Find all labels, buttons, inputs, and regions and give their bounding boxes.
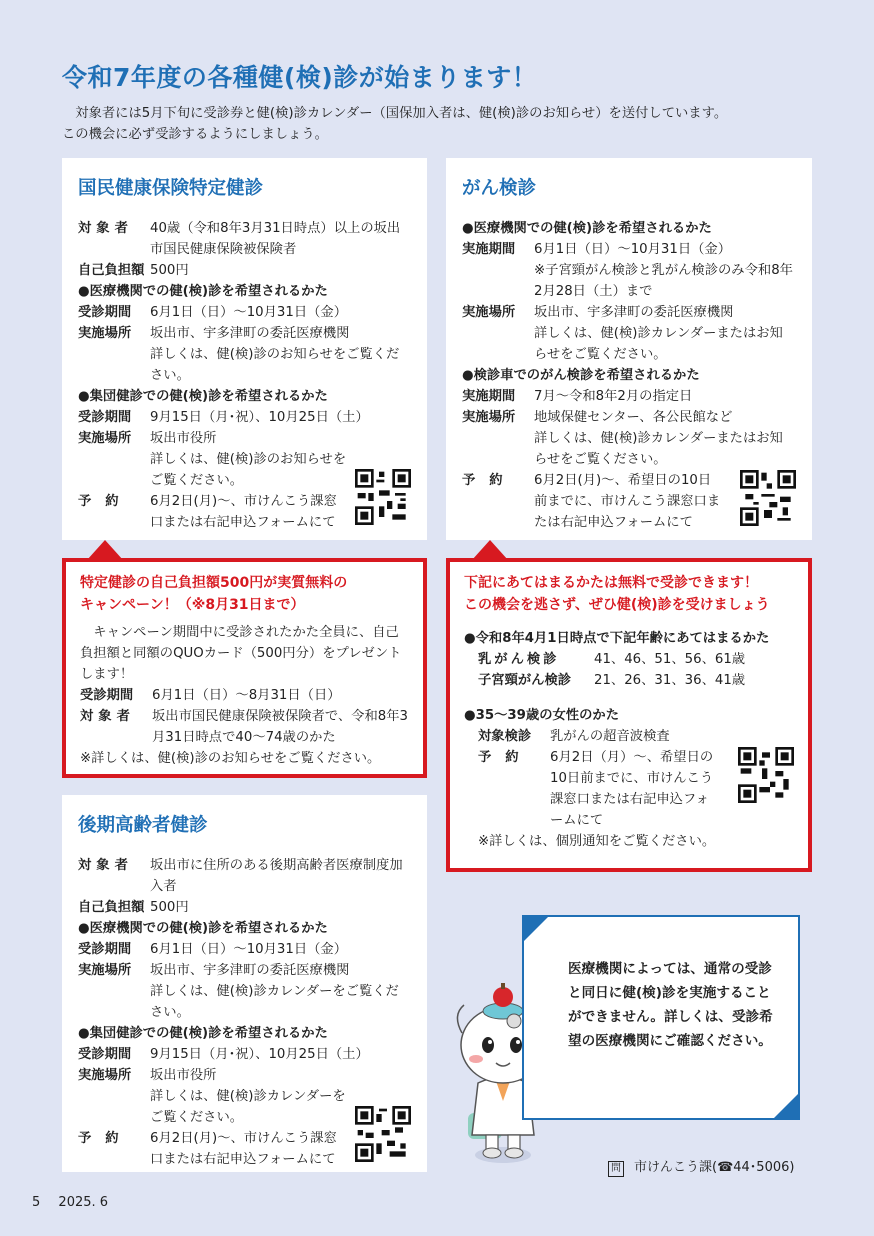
qr-code-icon[interactable]: [740, 470, 796, 526]
qr-code-icon[interactable]: [355, 469, 411, 525]
place-label: 実施場所: [78, 431, 132, 446]
period-value: 6月1日（日）～8月31日（日）: [152, 688, 341, 703]
target-label: 対象者: [78, 858, 133, 873]
free-heading-1: 下記にあてはまるかたは無料で受診できます！: [464, 575, 758, 591]
contact-text: 市けんこう課(☎44･5006): [634, 1160, 795, 1175]
period-label: 実施期間: [462, 242, 516, 257]
grp-note: 詳しくは、健(検)診のお知らせをご覧ください。: [150, 452, 347, 488]
period-label: 受診期間: [78, 305, 132, 320]
target-value: 坂出市に住所のある後期高齢者医療制度加入者: [150, 858, 403, 894]
campaign-box: [62, 558, 427, 778]
reserve-value: 6月2日(月)～、市けんこう課窓口または右記申込フォームにて: [150, 494, 337, 530]
period-value: 9月15日（月･祝）、10月25日（土）: [150, 410, 369, 425]
group-heading: ●集団健診での健(検)診を希望されるかた: [78, 1026, 328, 1041]
reserve-value: 6月2日(月)～、市けんこう課窓口または右記申込フォームにて: [150, 1131, 337, 1167]
copay-label: 自己負担額: [78, 900, 145, 915]
place-note: 詳しくは、健(検)診カレンダーまたはお知らせをご覧ください。: [534, 326, 783, 362]
kouki-section: [62, 795, 427, 1172]
notice-text: 医療機関によっては、通常の受診と同日に健(検)診を実施することができません。詳しくは、受診希望の医療機関にご確認ください。: [568, 961, 773, 1049]
free-note: ※詳しくは、個別通知をご覧ください。: [478, 834, 716, 849]
free-box: [446, 558, 812, 872]
cervical-label: 子宮頸がん検診: [478, 673, 572, 688]
medical-heading: ●医療機関での健(検)診を希望されるかた: [462, 221, 712, 236]
exam-label: 対象検診: [478, 729, 532, 744]
reserve-label: 予約: [478, 750, 533, 765]
reserve-label: 予約: [462, 473, 517, 488]
contact-info: [608, 1156, 794, 1177]
period-label: 実施期間: [462, 389, 516, 404]
qr-code-icon[interactable]: [738, 747, 794, 803]
page-number: 5: [32, 1195, 41, 1210]
gan-section: [446, 158, 812, 540]
kouki-heading: 後期高齢者健診: [78, 815, 208, 836]
period-value: 9月15日（月･祝）、10月25日（土）: [150, 1047, 369, 1062]
period-value: 6月1日（日）～10月31日（金）: [150, 942, 348, 957]
car-heading: ●検診車でのがん検診を希望されるかた: [462, 368, 700, 383]
campaign-heading-2: キャンペーン！（※8月31日まで）: [80, 597, 305, 613]
cervical-value: 21、26、31、36、41歳: [594, 673, 746, 688]
place-value: 坂出市役所: [150, 1068, 217, 1083]
age-heading: ●令和8年4月1日時点で下記年齢にあてはまるかた: [464, 631, 770, 646]
free-heading-2: この機会を逃さず、ぜひ健(検)診を受けましょう: [464, 597, 770, 613]
car-note: 詳しくは、健(検)診カレンダーまたはお知らせをご覧ください。: [534, 431, 783, 467]
reserve-value: 6月2日(月)～、希望日の10日前までに、市けんこう課窓口または右記申込フォームにて: [534, 473, 721, 530]
notice-callout: [522, 915, 800, 1120]
reserve-label: 予約: [78, 494, 133, 509]
copay-value: 500円: [150, 263, 189, 278]
place-label: 実施場所: [78, 1068, 132, 1083]
place-label: 実施場所: [462, 410, 516, 425]
place-value: 坂出市、宇多津町の委託医療機関: [534, 305, 734, 320]
medical-heading: ●医療機関での健(検)診を希望されるかた: [78, 921, 328, 936]
women-heading: ●35～39歳の女性のかた: [464, 708, 619, 723]
grp-note: 詳しくは、健(検)診カレンダーをご覧ください。: [150, 1089, 346, 1125]
place-value: 坂出市役所: [150, 431, 217, 446]
place-label: 実施場所: [78, 963, 132, 978]
reserve-value: 6月2日（月）～、希望日の10日前までに、市けんこう課窓口または右記申込フォームにて: [550, 750, 714, 828]
pointer-triangle: [472, 540, 508, 560]
target-label: 対象者: [80, 709, 135, 724]
campaign-note: ※詳しくは、健(検)診のお知らせをご覧ください。: [80, 751, 381, 766]
period-value: 6月1日（日）～10月31日（金）: [150, 305, 348, 320]
intro-line-1: 対象者には5月下旬に受診券と健(検)診カレンダー（国保加入者は、健(検)診のお知らせ）を送付しています。: [75, 106, 728, 121]
page-footer: [32, 1195, 108, 1210]
reserve-label: 予約: [78, 1131, 133, 1146]
period-label: 受診期間: [80, 688, 134, 703]
place-value: 地域保健センター、各公民館など: [534, 410, 733, 425]
breast-value: 41、46、51、56、61歳: [594, 652, 746, 667]
target-value: 坂出市国民健康保険被保険者で、令和8年3月31日時点で40～74歳のかた: [152, 709, 408, 745]
corner-decoration: [522, 915, 550, 943]
target-label: 対象者: [78, 221, 133, 236]
place-value: 坂出市、宇多津町の委託医療機関: [150, 326, 350, 341]
place-label: 実施場所: [78, 326, 132, 341]
campaign-heading-1: 特定健診の自己負担額500円が実質無料の: [80, 575, 348, 591]
qr-code-icon[interactable]: [355, 1106, 411, 1162]
exam-value: 乳がんの超音波検査: [550, 729, 670, 744]
gan-heading: がん検診: [462, 178, 537, 199]
kokuho-heading: 国民健康保険特定健診: [78, 178, 264, 199]
period-label: 受診期間: [78, 410, 132, 425]
period-label: 受診期間: [78, 1047, 132, 1062]
place-label: 実施場所: [462, 305, 516, 320]
pointer-triangle: [87, 540, 123, 560]
period-label: 受診期間: [78, 942, 132, 957]
page-title: 令和7年度の各種健(検)診が始まります！: [62, 63, 538, 92]
place-value: 坂出市、宇多津町の委託医療機関: [150, 963, 350, 978]
group-heading: ●集団健診での健(検)診を希望されるかた: [78, 389, 328, 404]
inquiry-badge: 問: [608, 1161, 624, 1177]
issue-date: 2025. 6: [58, 1195, 109, 1210]
kokuho-section: [62, 158, 427, 540]
breast-label: 乳がん検診: [478, 652, 560, 667]
med-note: 詳しくは、健(検)診カレンダーをご覧ください。: [150, 984, 399, 1020]
copay-label: 自己負担額: [78, 263, 145, 278]
campaign-body: キャンペーン期間中に受診されたかた全員に、自己負担額と同額のQUOカード（500円分）をプレゼントします！: [80, 625, 402, 682]
period-value: 7月～令和8年2月の指定日: [534, 389, 693, 404]
target-value: 40歳（令和8年3月31日時点）以上の坂出市国民健康保険被保険者: [150, 221, 401, 257]
medical-heading: ●医療機関での健(検)診を希望されるかた: [78, 284, 328, 299]
copay-value: 500円: [150, 900, 189, 915]
period-note: ※子宮頸がん検診と乳がん検診のみ令和8年2月28日（土）まで: [534, 263, 793, 299]
intro-text: [62, 103, 822, 145]
med-note: 詳しくは、健(検)診のお知らせをご覧ください。: [150, 347, 400, 383]
corner-decoration: [772, 1092, 800, 1120]
period-value: 6月1日（日）～10月31日（金）: [534, 242, 732, 257]
intro-line-2: この機会に必ず受診するようにしましょう。: [62, 127, 328, 142]
